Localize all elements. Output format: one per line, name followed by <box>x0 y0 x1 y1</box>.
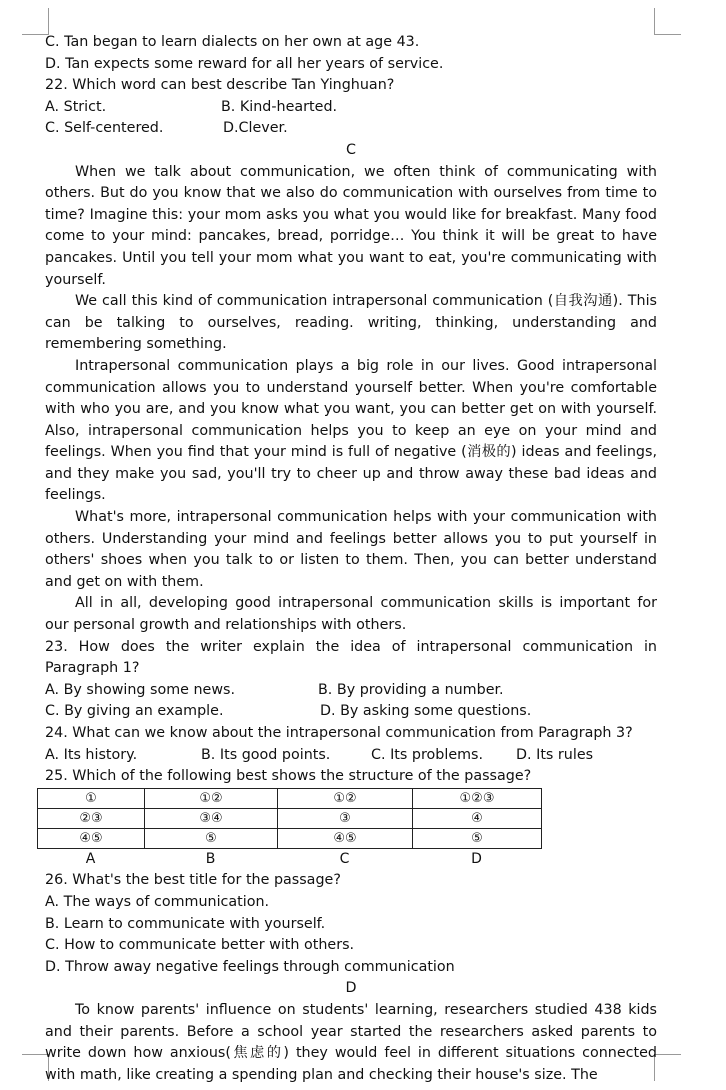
question-23: 23. How does the writer explain the idea of intrapersonal communication in Paragraph 1? <box>45 638 657 677</box>
q26-option-c: C. How to communicate better with others. <box>45 937 355 954</box>
table-cell: ①②③ <box>413 788 542 808</box>
question-26: 26. What's the best title for the passage? <box>45 872 341 889</box>
table-cell: ③ <box>278 808 413 828</box>
question-24: 24. What can we know about the intrapersonal communication from Paragraph 3? <box>45 725 633 741</box>
passage-c-paragraph-3: Intrapersonal communication plays a big role in our lives. Good intrapersonal communication allows you to understand yourself better. When you're comfortable with who you are, and you know what you want, you can better get on with yourself. Also, intrapersonal communication helps you to keep an eye on your mind and feelings. When you find that your mind is full of negative (消极的) ideas and feelings, and they make you sad, you'll try to cheer up and throw away these bad ideas and feelings. <box>45 357 657 504</box>
corner-mark-bottom-right <box>654 1054 681 1081</box>
passage-d-paragraph-1: To know parents' influence on students' learning, researchers studied 438 kids and their parents. Before a school year started the researchers asked parents to write down how anxious(焦虑的) they would feel in different situations connected with math, like creating a spending plan and checking their house's size. The <box>45 1001 657 1083</box>
table-cell: ②③ <box>38 808 145 828</box>
structure-table <box>37 788 542 849</box>
q22-option-b: B. Kind-hearted. <box>221 98 338 115</box>
q23-option-a: A. By showing some news. <box>45 681 236 698</box>
q23-options-row-1 <box>45 680 657 702</box>
section-heading-c: C <box>346 141 356 158</box>
table-cell: ④⑤ <box>38 828 145 848</box>
q26-option-d: D. Throw away negative feelings through communication <box>45 958 455 975</box>
q24-options-row <box>45 745 657 767</box>
q22-options-row-1 <box>45 97 657 119</box>
table-cell: ③④ <box>145 808 278 828</box>
q26-option-b: B. Learn to communicate with yourself. <box>45 915 326 932</box>
table-cell: ⑤ <box>413 828 542 848</box>
question-22: 22. Which word can best describe Tan Yinghuan? <box>45 77 395 94</box>
section-heading-d: D <box>345 980 357 997</box>
table-cell: ⑤ <box>145 828 278 848</box>
structure-table-labels <box>37 849 657 871</box>
q24-option-d: D. Its rules <box>516 746 594 763</box>
table-row <box>38 808 542 828</box>
passage-c-paragraph-1: When we talk about communication, we often think of communicating with others. But do you know that we also do communication with ourselves from time to time? Imagine this: your mom asks you what you would like for breakfast. Many food come to your mind: pancakes, bread, porridge… You think it will be great to have pancakes. Until you tell your mom what you want to eat, you're communicating with yourself. <box>45 163 657 288</box>
question-25: 25. Which of the following best shows the structure of the passage? <box>45 768 532 785</box>
q24-option-a: A. Its history. <box>45 746 138 763</box>
table-row <box>38 828 542 848</box>
q23-option-b: B. By providing a number. <box>318 681 504 698</box>
q23-option-c: C. By giving an example. <box>45 703 224 720</box>
table-cell: ④ <box>413 808 542 828</box>
table-cell: ① <box>38 788 145 808</box>
option-21c: C. Tan began to learn dialects on her own at age 43. <box>45 34 420 50</box>
q23-option-d: D. By asking some questions. <box>320 703 532 720</box>
q22-option-a: A. Strict. <box>45 98 107 115</box>
table-cell: ①② <box>278 788 413 808</box>
q23-options-row-2 <box>45 701 657 723</box>
q26-option-a: A. The ways of communication. <box>45 893 270 910</box>
q24-option-b: B. Its good points. <box>201 746 331 763</box>
q22-option-c: C. Self-centered. <box>45 120 164 137</box>
document-body <box>45 32 657 1086</box>
table-row <box>38 788 542 808</box>
passage-c-paragraph-5: All in all, developing good intrapersonal communication skills is important for our personal growth and relationships with others. <box>45 595 657 634</box>
q24-option-c: C. Its problems. <box>371 746 484 763</box>
q22-option-d: D.Clever. <box>223 120 288 137</box>
column-label-b: B <box>205 850 216 867</box>
option-21d: D. Tan expects some reward for all her years of service. <box>45 55 444 72</box>
corner-mark-top-left <box>22 8 49 35</box>
table-cell: ④⑤ <box>278 828 413 848</box>
column-label-c: C <box>339 850 350 867</box>
corner-mark-top-right <box>654 8 681 35</box>
column-label-a: A <box>85 850 96 867</box>
q22-options-row-2 <box>45 118 657 140</box>
column-label-d: D <box>471 850 482 867</box>
passage-c-paragraph-2: We call this kind of communication intrapersonal communication (自我沟通). This can be talking to ourselves, reading. writing, thinking, understanding and remembering something. <box>45 293 657 353</box>
table-cell: ①② <box>145 788 278 808</box>
passage-c-paragraph-4: What's more, intrapersonal communication helps with your communication with others. Understanding your mind and feelings better allows you to put yourself in others' shoes when you talk to or listen to them. Then, you can better understand and get on with them. <box>45 509 657 590</box>
